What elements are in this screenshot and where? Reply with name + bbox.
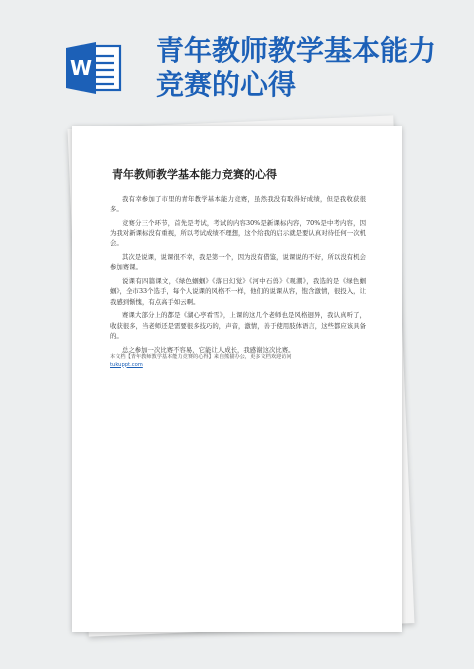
header-title: 青年教师教学基本能力竞赛的心得 [156,34,437,101]
source-text: 本文档【青年教师教学基本能力竞赛的心得】来自熊猫办公，更多文档欢迎访问 [110,354,292,360]
paragraph: 赛课大部分上的都是《湖心亭看雪》，上课的这几个老师也是风格迥异，我认真听了，收获很多，当老师还是需要很多技巧的，声音，激情，善于使用肢体语言，这些都应该具备的。 [110,311,366,340]
source-note [110,354,370,369]
svg-text:W: W [69,56,93,80]
paragraph: 说课有四篇课文，《绿色蝈蝈》《落日幻觉》《河中石兽》《观潮》，我选的是《绿色蝈蝈》，全市33个选手，每个人说课的风格不一样，他们的说课从容，饱含激情，很投入，让我感到惭愧，有点高手如云啊。 [110,277,366,306]
word-document-icon [64,40,124,96]
paragraph: 总之参加一次比赛不容易，它能让人成长，我感谢这次比赛。 [122,345,295,354]
paragraph: 竞赛分三个环节，首先是考试，考试的内容30%是新课标内容，70%是中考内容，因为我对新课标没有重视，所以考试成绩不理想，这个给我的启示就是要认真对待任何一次机会。 [110,219,366,248]
header [0,0,474,130]
paragraph: 其次是说课，说课很不幸，我是第一个，因为没有借鉴，说课说的不好，所以没有机会参加赛课。 [110,253,366,272]
document-title: 青年教师教学基本能力竞赛的心得 [112,168,277,181]
paragraph: 我有幸参加了市里的青年教学基本能力竞赛，虽然我没有取得好成绩，但是我收获很多。 [110,195,366,214]
document-page [72,126,402,632]
source-link[interactable]: tukuppt.com [110,361,143,368]
document-body [110,194,366,358]
